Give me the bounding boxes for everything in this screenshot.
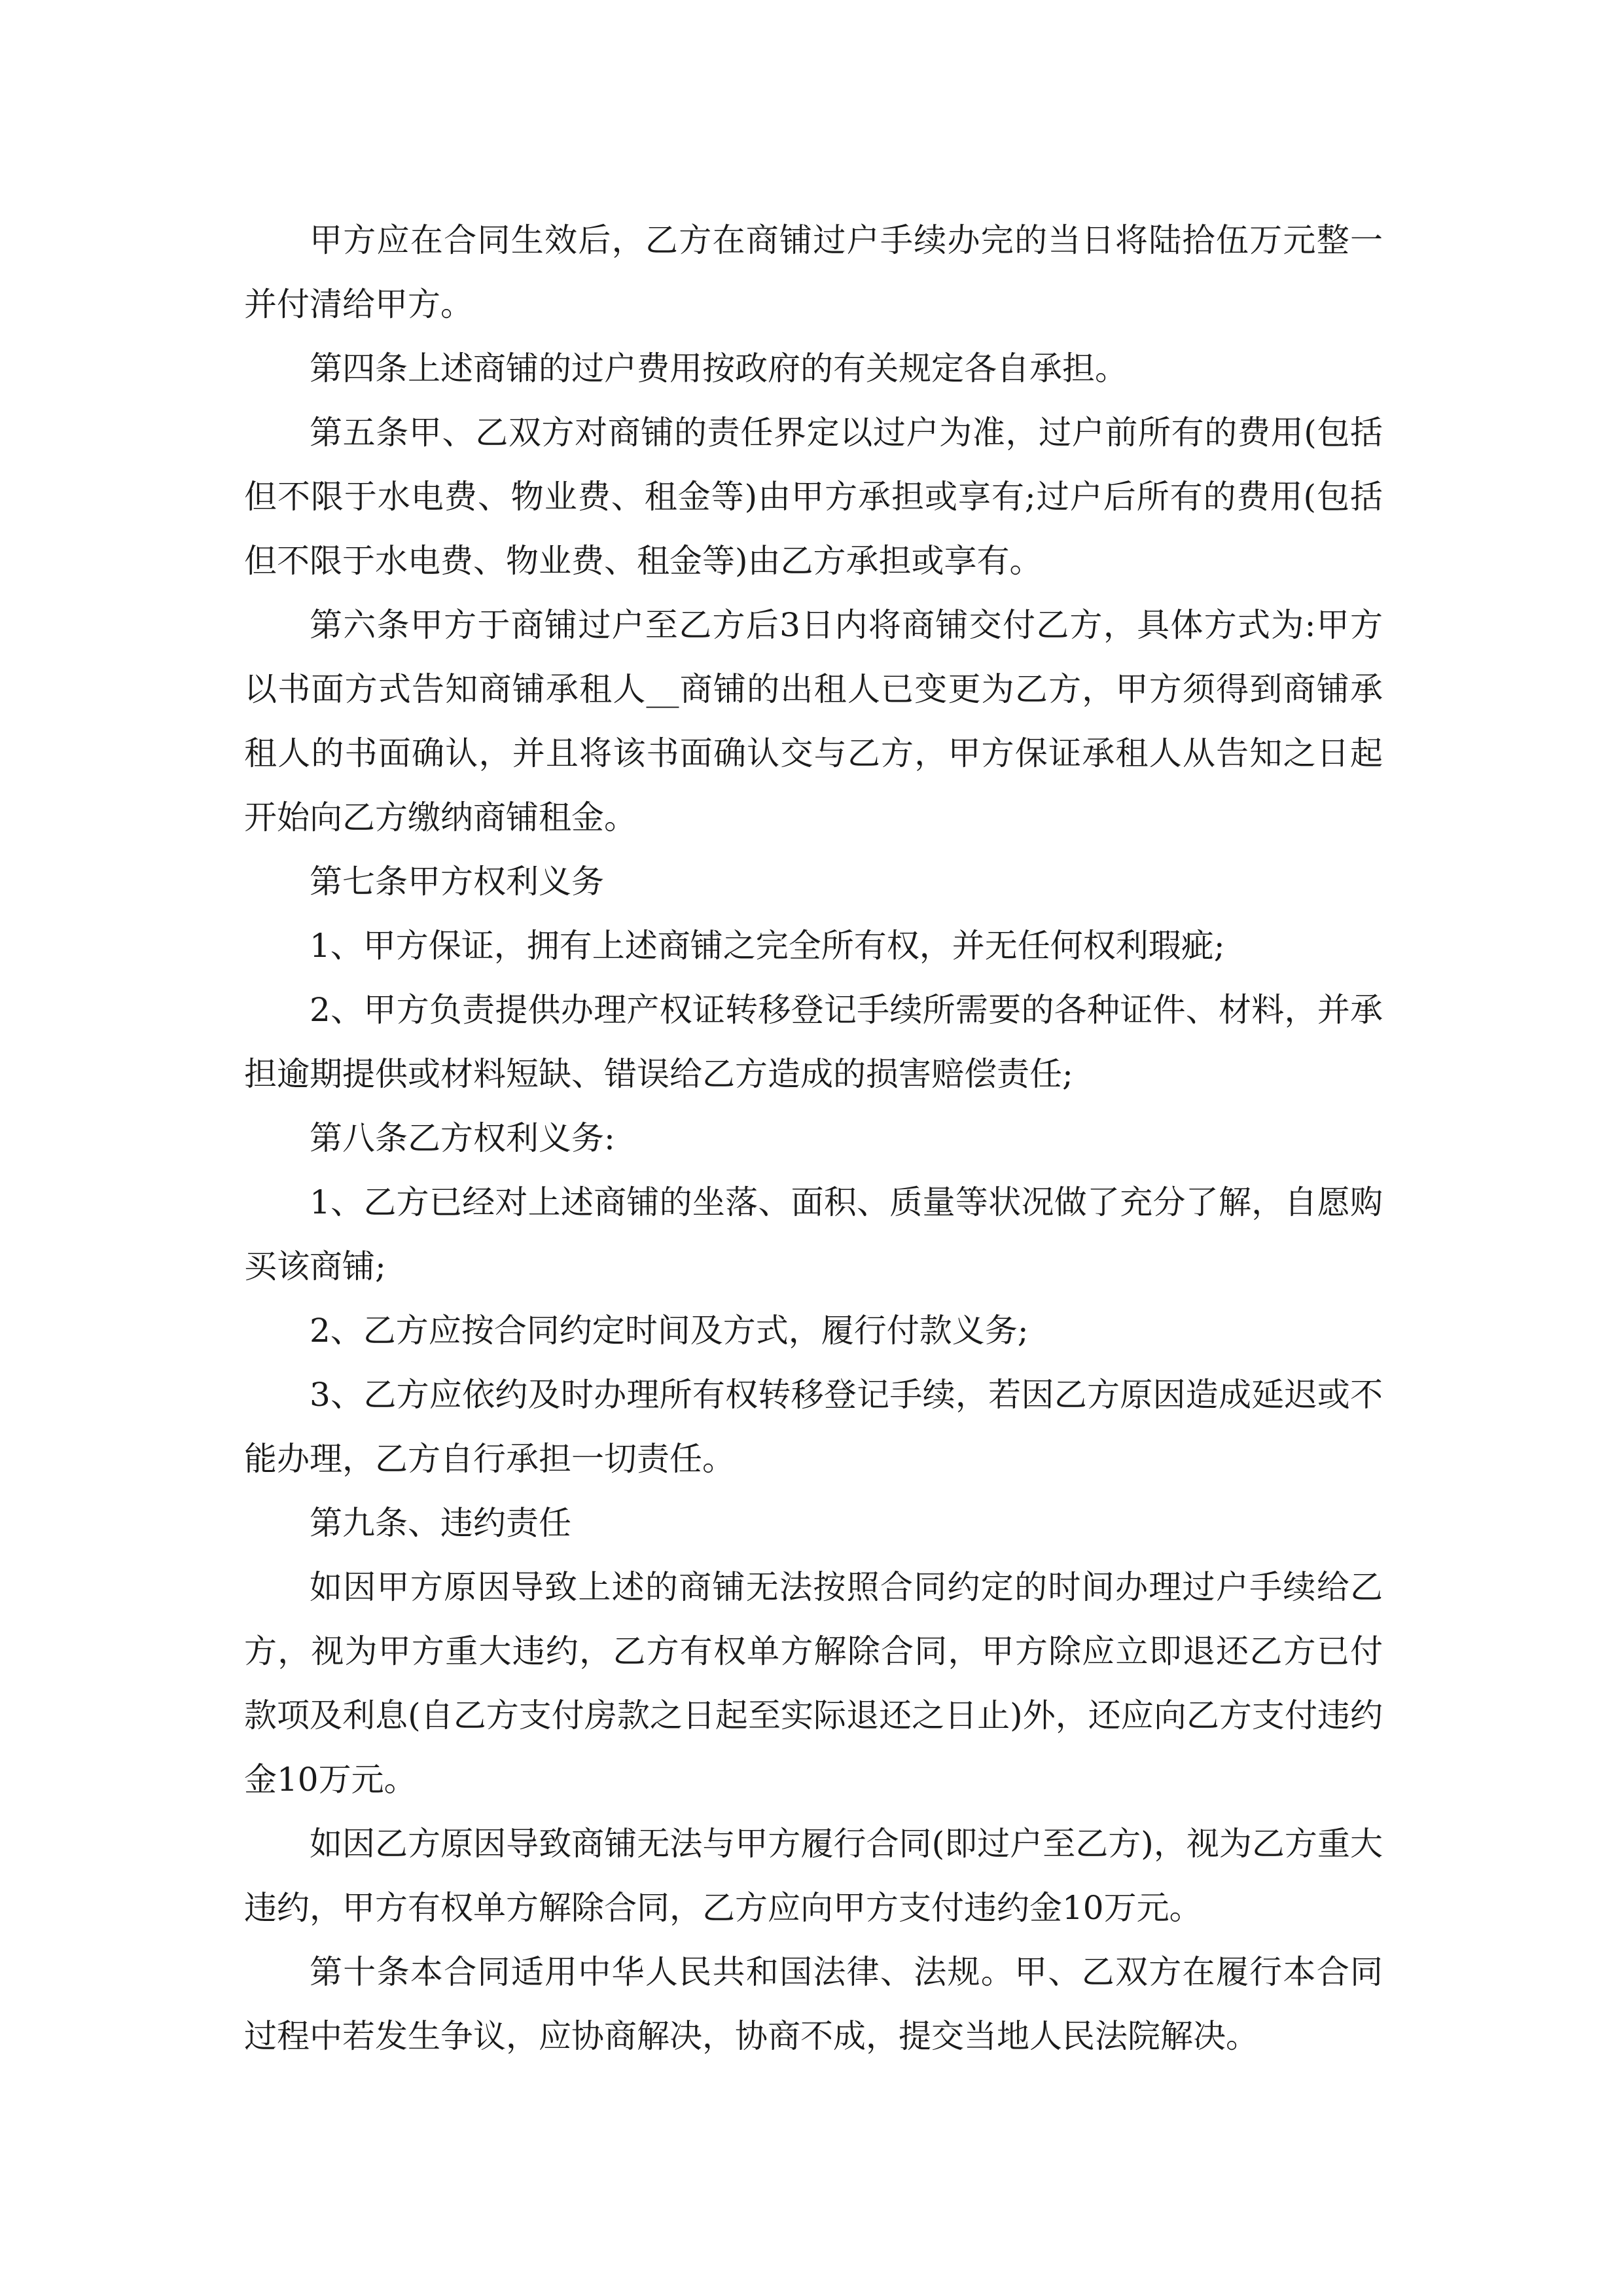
paragraph-article-10: 第十条本合同适用中华人民共和国法律、法规。甲、乙双方在履行本合同过程中若发生争议，应协商解决，协商不成，提交当地人民法院解决。 xyxy=(244,1953,1383,2055)
paragraph-article-9-buyer-breach: 如因乙方原因导致商铺无法与甲方履行合同(即过户至乙方)，视为乙方重大违约，甲方有权单方解除合同，乙方应向甲方支付违约金10万元。 xyxy=(244,1825,1383,1927)
paragraph-article-8-item-1: 1、乙方已经对上述商铺的坐落、面积、质量等状况做了充分了解，自愿购买该商铺; xyxy=(244,1183,1383,1285)
paragraph-payment-terms: 甲方应在合同生效后，乙方在商铺过户手续办完的当日将陆拾伍万元整一并付清给甲方。 xyxy=(244,221,1383,323)
paragraph-article-8-item-2: 2、乙方应按合同约定时间及方式，履行付款义务; xyxy=(310,1312,1029,1350)
paragraph-article-7-item-2: 2、甲方负责提供办理产权证转移登记手续所需要的各种证件、材料，并承担逾期提供或材料短缺、错误给乙方造成的损害赔偿责任; xyxy=(244,991,1383,1093)
paragraph-article-7-item-1: 1、甲方保证，拥有上述商铺之完全所有权，并无任何权利瑕疵; xyxy=(310,927,1225,965)
paragraph-article-9-seller-breach: 如因甲方原因导致上述的商铺无法按照合同约定的时间办理过户手续给乙方，视为甲方重大违约，乙方有权单方解除合同，甲方除应立即退还乙方已付款项及利息(自乙方支付房款之日起至实际退还之日止)外，还应向乙方支付违约金10万元。 xyxy=(244,1568,1383,1799)
heading-article-7: 第七条甲方权利义务 xyxy=(310,863,604,901)
paragraph-article-6: 第六条甲方于商铺过户至乙方后3日内将商铺交付乙方，具体方式为:甲方以书面方式告知商铺承租人__商铺的出租人已变更为乙方，甲方须得到商铺承租人的书面确认，并且将该书面确认交与乙方，甲方保证承租人从告知之日起开始向乙方缴纳商铺租金。 xyxy=(244,606,1383,836)
heading-article-8: 第八条乙方权利义务: xyxy=(310,1119,615,1157)
paragraph-article-5: 第五条甲、乙双方对商铺的责任界定以过户为准，过户前所有的费用(包括但不限于水电费、物业费、租金等)由甲方承担或享有;过户后所有的费用(包括但不限于水电费、物业费、租金等)由乙方承担或享有。 xyxy=(244,414,1383,580)
paragraph-article-8-item-3: 3、乙方应依约及时办理所有权转移登记手续，若因乙方原因造成延迟或不能办理，乙方自行承担一切责任。 xyxy=(244,1376,1383,1478)
paragraph-article-4: 第四条上述商铺的过户费用按政府的有关规定各自承担。 xyxy=(310,350,1128,387)
heading-article-9: 第九条、违约责任 xyxy=(310,1504,571,1542)
contract-body xyxy=(244,208,1383,2068)
